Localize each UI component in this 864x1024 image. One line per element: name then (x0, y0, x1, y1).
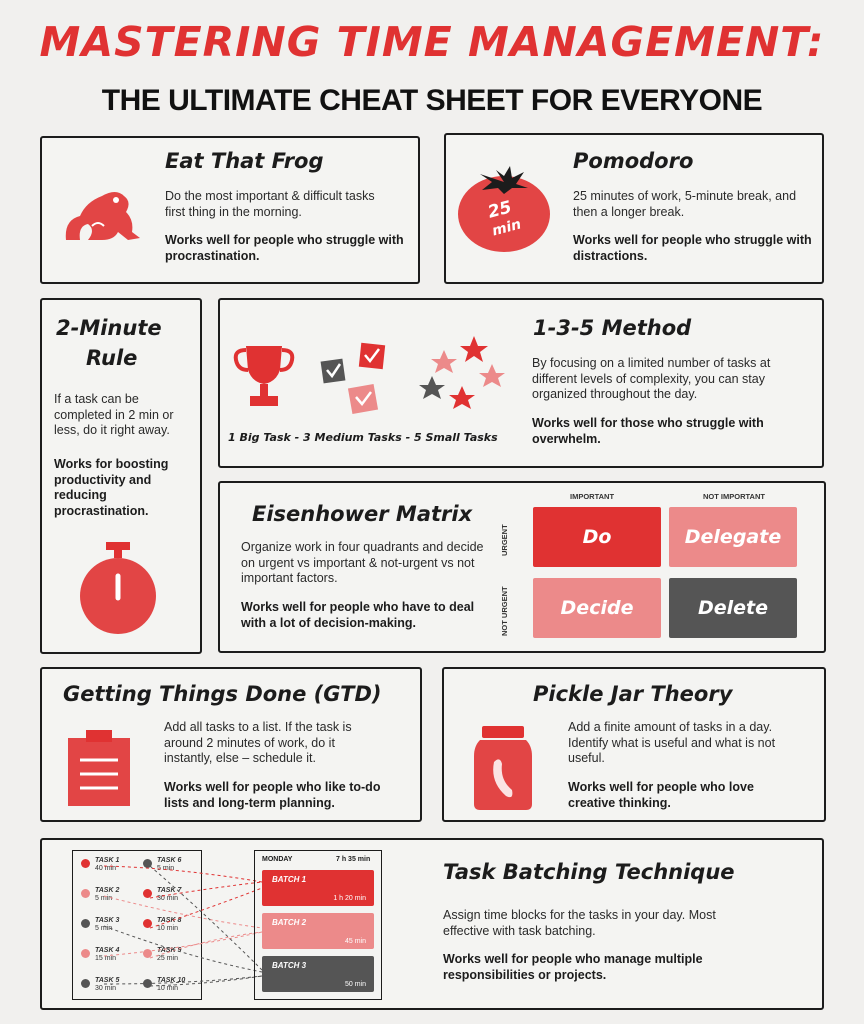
task-time: 10 min (157, 985, 179, 992)
label-not-important: NOT IMPORTANT (703, 492, 765, 501)
task-time: 30 min (95, 985, 117, 992)
task-name: TASK 6 (157, 857, 182, 864)
batch-name: BATCH 2 (272, 918, 307, 927)
task-dot (81, 979, 90, 988)
batch-block (262, 870, 374, 906)
eisenhower-desc: Organize work in four quadrants and decide on urgent vs important & not-urgent vs not important factors. (241, 540, 484, 585)
quadrant-delegate: Delegate (669, 507, 797, 567)
eat-frog-note: Works well for people who struggle with procrastination. (165, 233, 404, 263)
schedule-day: MONDAY (262, 856, 293, 863)
task-name: TASK 1 (95, 857, 120, 864)
task-name: TASK 2 (95, 887, 120, 894)
page-subtitle: THE ULTIMATE CHEAT SHEET FOR EVERYONE (101, 84, 763, 117)
batch-time: 45 min (344, 938, 366, 945)
eisenhower-title: Eisenhower Matrix (252, 502, 473, 526)
1-3-5-desc: By focusing on a limited number of tasks at different levels of complexity, you can stay organized throughout the day. (532, 356, 771, 401)
two-minute-title-line1: 2-Minute (56, 316, 162, 340)
stopwatch-icon (76, 540, 160, 636)
task-name: TASK 8 (157, 917, 182, 924)
trophy-icon (232, 342, 296, 412)
task-time: 40 min (95, 865, 117, 872)
task-dot (81, 859, 90, 868)
task-time: 5 min (95, 925, 113, 932)
quadrant-decide: Decide (533, 578, 661, 638)
task-time: 15 min (95, 955, 117, 962)
1-3-5-caption: 1 Big Task - 3 Medium Tasks - 5 Small Tasks (228, 431, 498, 444)
task-name: TASK 9 (157, 947, 182, 954)
batch-block (262, 956, 374, 992)
schedule-total: 7 h 35 min (336, 856, 371, 863)
eat-frog-title: Eat That Frog (165, 149, 324, 173)
quadrant-do: Do (533, 507, 661, 567)
two-minute-title-line2: Rule (86, 346, 138, 370)
gtd-desc: Add all tasks to a list. If the task is around 2 minutes of work, do it instantly, else – schedule it. (164, 720, 352, 765)
pomodoro-desc: 25 minutes of work, 5-minute break, and then a longer break. (573, 189, 797, 219)
pickle-note: Works well for people who love creative thinking. (568, 780, 754, 810)
batch-time: 50 min (344, 981, 366, 988)
batching-note: Works well for people who manage multiple responsibilities or projects. (443, 952, 703, 982)
label-urgent: URGENT (500, 524, 509, 556)
batching-title: Task Batching Technique (443, 860, 735, 884)
gtd-title: Getting Things Done (GTD) (63, 682, 382, 706)
pomodoro-icon-number: 25 (485, 197, 514, 223)
checkbox-icons (318, 340, 390, 420)
batch-name: BATCH 3 (272, 961, 307, 970)
1-3-5-title: 1-3-5 Method (533, 316, 692, 340)
task-time: 5 min (95, 895, 113, 902)
batch-block (262, 913, 374, 949)
pomodoro-icon-unit: min (490, 216, 523, 240)
page-title: MASTERING TIME MANAGEMENT: (39, 18, 825, 66)
task-name: TASK 5 (95, 977, 120, 984)
frog-icon (58, 180, 144, 250)
task-time: 30 min (157, 895, 179, 902)
two-minute-note: Works for boosting productivity and reducing procrastination. (54, 457, 169, 518)
label-not-urgent: NOT URGENT (500, 586, 509, 636)
task-time: 5 min (157, 865, 175, 872)
pomodoro-title: Pomodoro (573, 149, 694, 173)
pomodoro-note: Works well for people who struggle with distractions. (573, 233, 812, 263)
task-dot (81, 949, 90, 958)
batch-time: 1 h 20 min (333, 895, 366, 902)
pickle-title: Pickle Jar Theory (533, 682, 733, 706)
task-name: TASK 3 (95, 917, 120, 924)
task-connector-lines (100, 858, 270, 998)
batching-desc: Assign time blocks for the tasks in your day. Most effective with task batching. (443, 908, 716, 938)
jar-icon (472, 724, 534, 812)
quadrant-delete: Delete (669, 578, 797, 638)
eat-frog-desc: Do the most important & difficult tasks first thing in the morning. (165, 189, 375, 219)
task-time: 10 min (157, 925, 179, 932)
clipboard-icon (64, 728, 134, 808)
eisenhower-note: Works well for people who have to deal with a lot of decision-making. (241, 600, 475, 630)
task-name: TASK 4 (95, 947, 120, 954)
task-name: TASK 7 (157, 887, 182, 894)
pickle-desc: Add a finite amount of tasks in a day. Identify what is useful and what is not useful. (568, 720, 776, 765)
batch-name: BATCH 1 (272, 875, 307, 884)
stars-icons (414, 332, 510, 422)
1-3-5-note: Works well for those who struggle with overwhelm. (532, 416, 764, 446)
gtd-note: Works well for people who like to-do lists and long-term planning. (164, 780, 381, 810)
label-important: IMPORTANT (570, 492, 615, 501)
task-dot (81, 889, 90, 898)
task-dot (81, 919, 90, 928)
task-name: TASK 10 (157, 977, 186, 984)
two-minute-desc: If a task can be completed in 2 min or less, do it right away. (54, 392, 174, 437)
task-time: 25 min (157, 955, 179, 962)
